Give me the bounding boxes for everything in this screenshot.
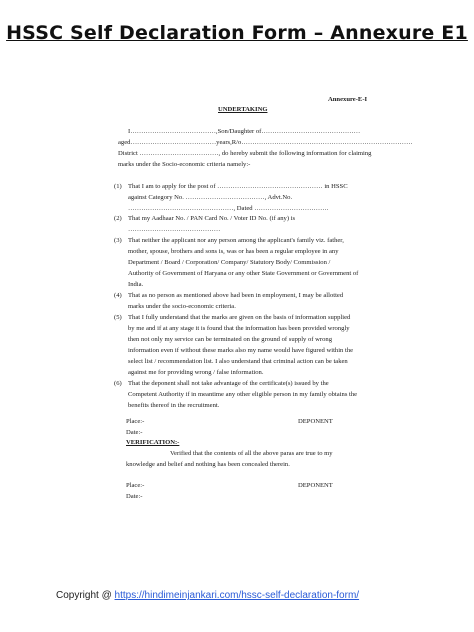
date-label: Date:- — [126, 493, 143, 500]
intro-line: District ………………………………, do hereby submit the following information for claiming — [118, 150, 372, 157]
point-line: India. — [128, 281, 144, 288]
point-line: That my Aadhaar No. / PAN Card No. / Voter ID No. (if any) is — [128, 215, 296, 222]
point-line: That neither the applicant nor any person among the applicant's family viz. father, — [128, 237, 344, 244]
place-label: Place:- — [126, 482, 145, 489]
point-line: against me for providing wrong / false information. — [128, 369, 264, 376]
point-number: (6) — [114, 380, 122, 387]
verification-heading: VERIFICATION:- — [126, 439, 180, 446]
point-line: That I am to apply for the post of ………………………………………… in HSSC — [128, 183, 348, 190]
point-line: select list / recommendation list. I also understand that criminal action can be taken — [128, 358, 348, 365]
point-number: (4) — [114, 292, 122, 299]
copyright-prefix: Copyright @ — [56, 590, 115, 601]
point-line: against Category No. ………………………………, Advt.No. — [128, 194, 293, 201]
point-number: (1) — [114, 183, 122, 190]
point-line: benefits thereof in the recruitment. — [128, 402, 220, 409]
intro-line: aged…………………………………years,R/o…………………………………………………………………… — [118, 139, 413, 146]
point-line: Competent Authority if in meantime any other eligible person in my family obtains the — [128, 391, 358, 398]
point-line: information even if without these marks also my name would have figured within the — [128, 347, 354, 354]
point-number: (5) — [114, 314, 122, 321]
point-line: by me and if at any stage it is found that the information has been provided wrongly — [128, 325, 350, 332]
point-line: …………………………………………, Dated ……………………………. — [128, 205, 329, 212]
point-line: That the deponent shall not take advantage of the certificate(s) issued by the — [128, 380, 329, 387]
verification-line: knowledge and belief and nothing has been concealed therein. — [126, 461, 290, 468]
copyright-footer — [56, 590, 359, 601]
point-line: …………………………………… — [128, 226, 221, 233]
page-title: HSSC Self Declaration Form – Annexure E1 — [6, 22, 468, 44]
verification-line: Verified that the contents of all the above paras are true to my — [170, 450, 333, 457]
undertaking-heading: UNDERTAKING — [218, 106, 268, 113]
point-line: That as no person as mentioned above had been in employment, I may be allotted — [128, 292, 344, 299]
point-number: (2) — [114, 215, 122, 222]
point-line: That I fully understand that the marks are given on the basis of information supplied — [128, 314, 351, 321]
source-link[interactable]: https://hindimeinjankari.com/hssc-self-declaration-form/ — [114, 590, 360, 601]
deponent-label: DEPONENT — [298, 482, 333, 489]
point-line: Department / Board / Corporation/ Company/ Statutory Body/ Commission / — [128, 259, 331, 266]
intro-line: marks under the Socio-economic criteria namely:- — [118, 161, 251, 168]
date-label: Date:- — [126, 429, 143, 436]
point-number: (3) — [114, 237, 122, 244]
point-line: mother, spouse, brothers and sons is, was or has been a regular employee in any — [128, 248, 339, 255]
deponent-label: DEPONENT — [298, 418, 333, 425]
point-line: then not only my service can be terminated on the ground of supply of wrong — [128, 336, 332, 343]
place-label: Place:- — [126, 418, 145, 425]
annexure-label: Annexure-E-I — [328, 96, 368, 103]
point-line: Authority of Government of Haryana or any other State Government or Government of — [128, 270, 359, 277]
intro-line: I…………………………………,Son/Daughter of……………………………………… — [128, 128, 361, 135]
point-line: marks under the socio-economic criteria. — [128, 303, 236, 310]
